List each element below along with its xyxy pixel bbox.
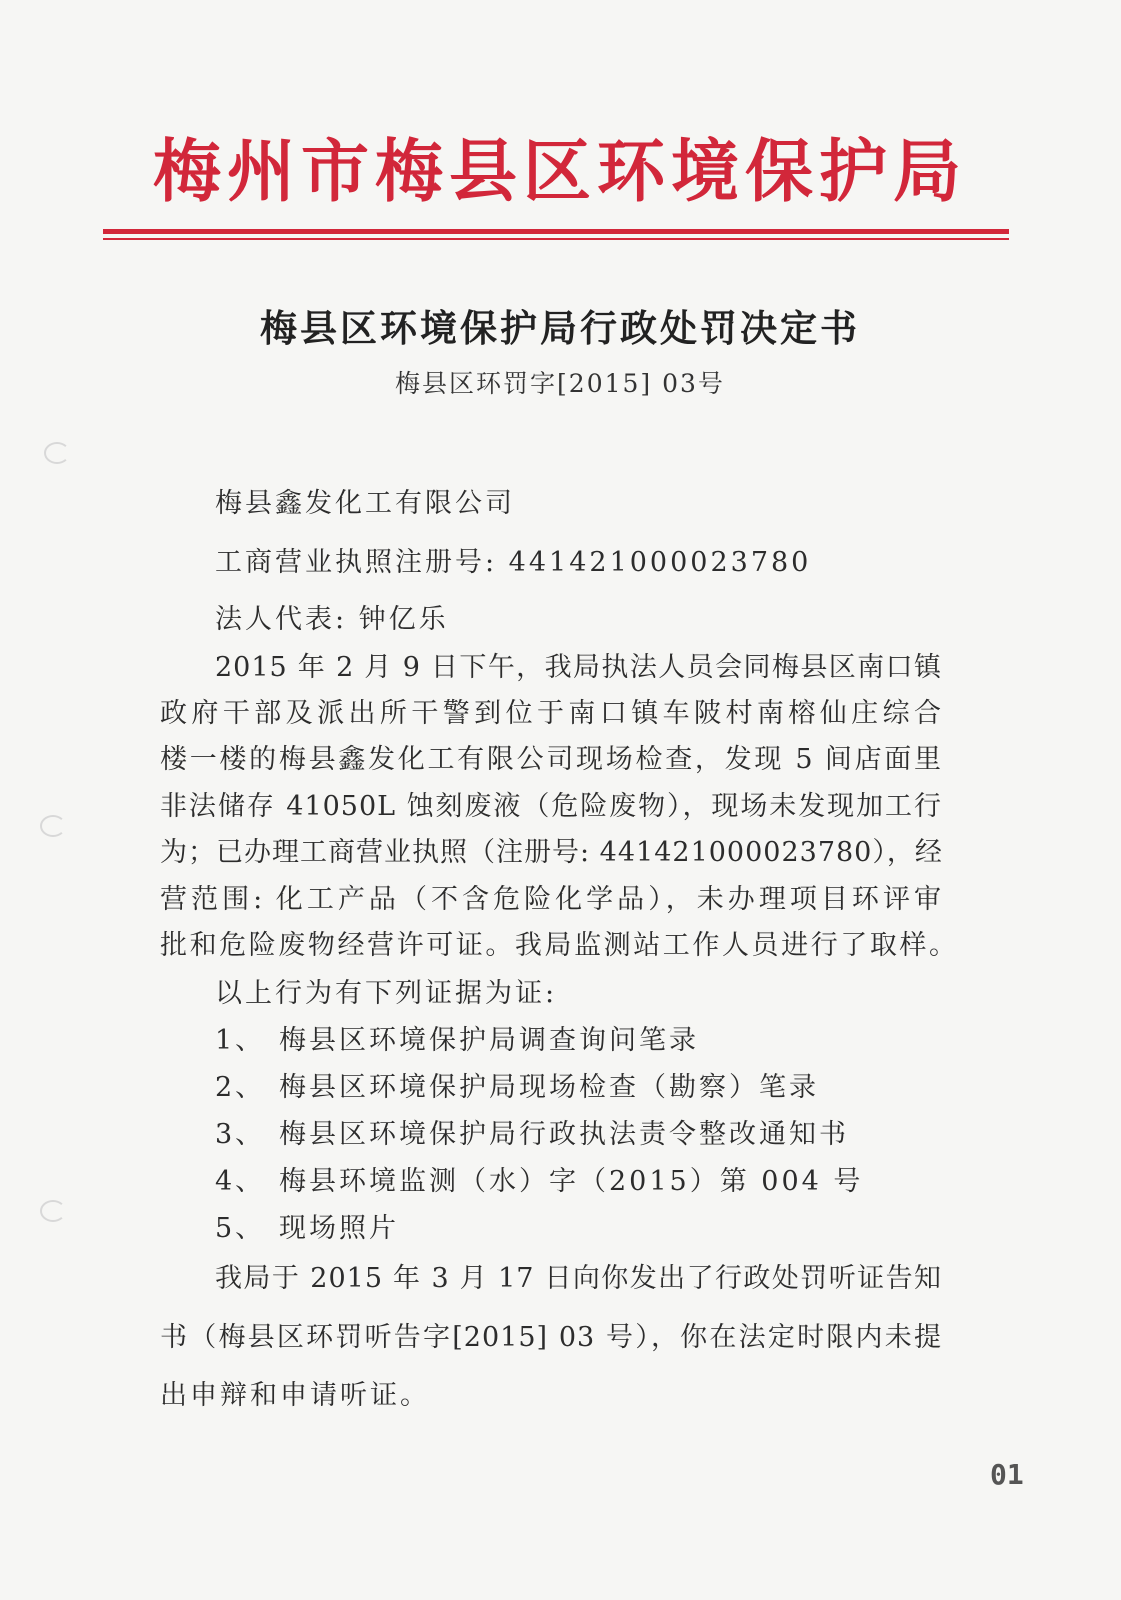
facts-line: 楼一楼的梅县鑫发化工有限公司现场检查，发现 5 间店面里: [160, 744, 942, 775]
page-number: 01: [990, 1458, 1024, 1491]
evidence-item: [215, 1112, 849, 1151]
facts-line: 政府干部及派出所干警到位于南口镇车陂村南榕仙庄综合: [160, 698, 942, 729]
facts-line: 为；已办理工商营业执照（注册号: 441421000023780），经: [160, 837, 943, 868]
facts-line: 非法储存 41050L 蚀刻废液（危险废物），现场未发现加工行: [160, 791, 942, 822]
evidence-item-text: 梅县环境监测（水）字（2015）第 004 号: [279, 1166, 864, 1197]
evidence-item-number: 3、: [215, 1119, 266, 1150]
evidence-item: [215, 1159, 863, 1198]
party-license: 工商营业执照注册号: 441421000023780: [215, 547, 812, 578]
punch-hole-mark: [40, 815, 66, 837]
evidence-item-text: 梅县区环境保护局调查询问笔录: [279, 1025, 699, 1056]
facts-line: 营范围: 化工产品（不含危险化学品），未办理项目环评审: [160, 884, 942, 915]
evidence-item-text: 梅县区环境保护局行政执法责令整改通知书: [279, 1119, 849, 1150]
letterhead-rule-thick: [103, 229, 1009, 234]
letterhead-rule-thin: [103, 238, 1009, 240]
facts-line: 2015 年 2 月 9 日下午，我局执法人员会同梅县区南口镇: [215, 652, 942, 683]
party-company: 梅县鑫发化工有限公司: [215, 488, 515, 519]
evidence-intro: 以上行为有下列证据为证:: [215, 978, 558, 1009]
evidence-item: [215, 1065, 819, 1104]
evidence-item-text: 梅县区环境保护局现场检查（勘察）笔录: [279, 1072, 819, 1103]
evidence-item: [215, 1018, 699, 1057]
party-legal-rep: 法人代表: 钟亿乐: [215, 604, 449, 635]
hearing-line: 出申辩和申请听证。: [160, 1380, 430, 1411]
document-title: 梅县区环境保护局行政处罚决定书: [260, 306, 860, 350]
punch-hole-mark: [40, 1200, 66, 1222]
evidence-item-number: 1、: [215, 1025, 266, 1056]
hearing-line: 我局于 2015 年 3 月 17 日向你发出了行政处罚听证告知: [215, 1263, 942, 1294]
agency-letterhead: 梅州市梅县区环境保护局: [152, 132, 967, 212]
document-number: 梅县区环罚字[2015] 03号: [395, 369, 725, 398]
evidence-item: [215, 1206, 399, 1245]
evidence-item-number: 5、: [215, 1213, 266, 1244]
facts-line: 批和危险废物经营许可证。我局监测站工作人员进行了取样。: [160, 930, 957, 961]
punch-hole-mark: [44, 442, 70, 464]
evidence-item-text: 现场照片: [279, 1213, 399, 1244]
hearing-line: 书（梅县区环罚听告字[2015] 03 号），你在法定时限内未提: [160, 1322, 942, 1353]
evidence-item-number: 4、: [215, 1166, 266, 1197]
evidence-item-number: 2、: [215, 1072, 266, 1103]
